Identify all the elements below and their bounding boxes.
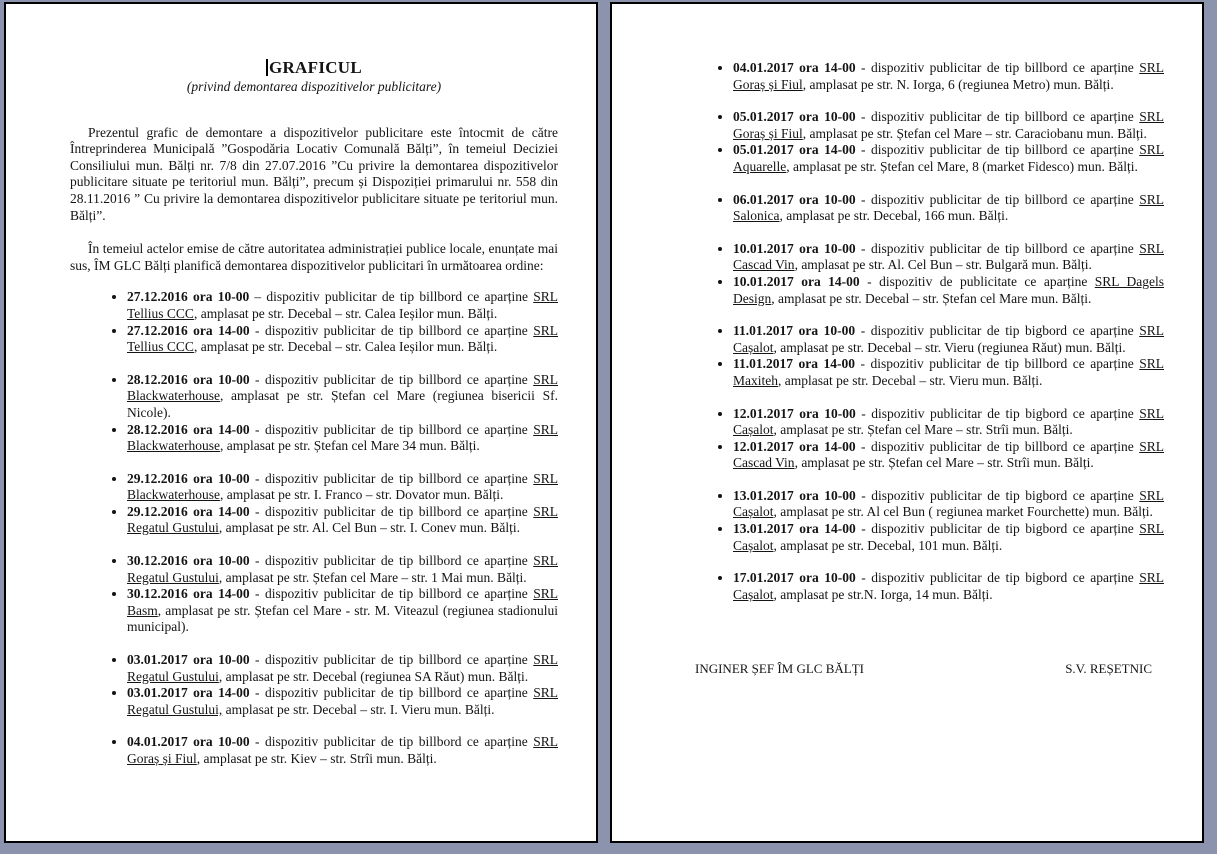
item-datetime: 29.12.2016 ora 10-00 [127, 470, 250, 486]
bullet-group [70, 289, 558, 355]
footer-signature-title: INGINER ȘEF ÎM GLC BĂLȚI [695, 661, 864, 677]
item-datetime: 27.12.2016 ora 14-00 [127, 322, 250, 338]
list-item: • 13.01.2017 ora 14-00 - dispozitiv publicitar de tip bigbord ce aparține SRL Cașalot, amplasat pe str. Decebal, 101 mun. Bălți. [733, 521, 1164, 554]
company-name: SRL Goraș și Fiul [127, 734, 558, 766]
bullet-group [676, 109, 1164, 175]
bullet-group [70, 734, 558, 767]
bullet-group [676, 570, 1164, 603]
signature-line [676, 661, 1164, 678]
item-datetime: 12.01.2017 ora 14-00 [733, 438, 856, 454]
item-datetime: 27.12.2016 ora 10-00 [127, 289, 250, 305]
list-item: • 27.12.2016 ora 10-00 – dispozitiv publicitar de tip billbord ce aparține SRL Tellius CCC, amplasat pe str. Decebal – str. Calea Ieșilor mun. Bălți. [127, 289, 558, 322]
bullet-group [70, 471, 558, 537]
list-item: • 13.01.2017 ora 10-00 - dispozitiv publicitar de tip bigbord ce aparține SRL Cașalot, amplasat pe str. Al cel Bun ( regiunea market Fourchette) mun. Bălți. [733, 488, 1164, 521]
item-datetime: 30.12.2016 ora 10-00 [127, 553, 250, 569]
company-name: SRL Tellius CCC [127, 322, 558, 355]
list-item: • 27.12.2016 ora 14-00 - dispozitiv publicitar de tip billbord ce aparține SRL Tellius CCC, amplasat pe str. Decebal – str. Calea Ieșilor mun. Bălți. [127, 323, 558, 356]
item-datetime: 17.01.2017 ora 10-00 [733, 570, 856, 586]
company-name: SRL Regatul Gustului, [127, 685, 558, 717]
item-datetime: 05.01.2017 ora 14-00 [733, 142, 856, 158]
item-datetime: 13.01.2017 ora 14-00 [733, 521, 856, 537]
list-item: • 10.01.2017 ora 14-00 - dispozitiv de publicitate ce aparține SRL Dagels Design, amplasat pe str. Decebal – str. Ștefan cel Mare mun. Bălți. [733, 274, 1164, 307]
bullet-group [676, 192, 1164, 225]
list-item: • 06.01.2017 ora 10-00 - dispozitiv publicitar de tip billbord ce aparține SRL Salonica, amplasat pe str. Decebal, 166 mun. Bălți. [733, 192, 1164, 225]
item-datetime: 12.01.2017 ora 10-00 [733, 405, 856, 421]
item-datetime: 06.01.2017 ora 10-00 [733, 191, 856, 207]
company-name: SRL Goraș și Fiul [733, 109, 1164, 141]
page-2-content [612, 4, 1202, 841]
company-name: SRL Maxiteh [733, 356, 1164, 388]
list-item: • 28.12.2016 ora 10-00 - dispozitiv publicitar de tip billbord ce aparține SRL Blackwaterhouse, amplasat pe str. Ștefan cel Mare (regiunea bisericii Sf. Nicole). [127, 372, 558, 422]
item-datetime: 29.12.2016 ora 14-00 [127, 503, 250, 519]
company-name: SRL Blackwaterhouse [127, 421, 558, 454]
bullet-group [70, 652, 558, 718]
company-name: SRL Cascad Vin [733, 240, 1164, 273]
company-name: SRL Regatul Gustului [127, 553, 558, 585]
item-datetime: 28.12.2016 ora 10-00 [127, 371, 250, 387]
paragraph-intro-1: Prezentul grafic de demontare a dispozitivelor publicitare este întocmit de către Întreprinderea Municipală ”Gospodăria Locativ Comunală Bălți”, în temeiul Deciziei Consiliului mun. Bălți nr. 7/8 din 27.07.2016 ”Cu privire la demontarea dispozitivelor publicitare situate pe teritoriul mun. Bălți”, precum și Dispoziției primarului nr. 558 din 28.11.2016 ” Cu privire la demontarea dispozitivelor publicitare situate pe teritoriul mun. Bălți”. [70, 124, 558, 223]
item-datetime: 05.01.2017 ora 10-00 [733, 109, 856, 125]
bullet-group [70, 553, 558, 636]
list-item: • 11.01.2017 ora 14-00 - dispozitiv publicitar de tip billbord ce aparține SRL Maxiteh, amplasat pe str. Decebal – str. Vieru mun. Bălți. [733, 356, 1164, 389]
list-item: • 05.01.2017 ora 14-00 - dispozitiv publicitar de tip billbord ce aparține SRL Aquarelle, amplasat pe str. Ștefan cel Mare, 8 (market Fidesco) mun. Bălți. [733, 142, 1164, 175]
list-item: • 17.01.2017 ora 10-00 - dispozitiv publicitar de tip bigbord ce aparține SRL Cașalot, amplasat pe str.N. Iorga, 14 mun. Bălți. [733, 570, 1164, 603]
list-item: • 28.12.2016 ora 14-00 - dispozitiv publicitar de tip billbord ce aparține SRL Blackwaterhouse, amplasat pe str. Ștefan cel Mare 34 mun. Bălți. [127, 422, 558, 455]
item-datetime: 03.01.2017 ora 14-00 [127, 685, 250, 701]
paragraph-intro-2: În temeiul actelor emise de către autoritatea administrației publice locale, enunțate mai sus, ÎM GLC Bălți planifică demontarea dispozitivelor publicitari în următoarea ordine: [70, 241, 558, 273]
company-name: SRL Regatul Gustului [127, 652, 558, 684]
item-datetime: 10.01.2017 ora 10-00 [733, 240, 856, 256]
company-name: SRL Goraș și Fiul [733, 60, 1164, 92]
bullet-group [676, 406, 1164, 472]
list-item: • 11.01.2017 ora 10-00 - dispozitiv publicitar de tip bigbord ce aparține SRL Cașalot, amplasat pe str. Decebal – str. Vieru (regiunea Răut) mun. Bălți. [733, 323, 1164, 356]
item-datetime: 04.01.2017 ora 10-00 [127, 734, 250, 750]
page-1-content [6, 4, 596, 841]
company-name: SRL Cașalot [733, 570, 1164, 602]
item-datetime: 11.01.2017 ora 10-00 [733, 323, 856, 339]
footer-signature-name: S.V. REȘETNIC [1065, 661, 1152, 677]
item-datetime: 28.12.2016 ora 14-00 [127, 421, 250, 437]
document-page-2[interactable] [610, 2, 1204, 843]
list-item: • 29.12.2016 ora 14-00 - dispozitiv publicitar de tip billbord ce aparține SRL Regatul Gustului, amplasat pe str. Al. Cel Bun – str. I. Conev mun. Bălți. [127, 504, 558, 537]
text-cursor [266, 59, 268, 76]
demolition-schedule-list-page2 [676, 60, 1164, 603]
list-item: • 29.12.2016 ora 10-00 - dispozitiv publicitar de tip billbord ce aparține SRL Blackwaterhouse, amplasat pe str. I. Franco – str. Dovator mun. Bălți. [127, 471, 558, 504]
company-name: SRL Salonica [733, 191, 1164, 224]
list-item: • 12.01.2017 ora 14-00 - dispozitiv publicitar de tip billbord ce aparține SRL Cascad Vin, amplasat pe str. Ștefan cel Mare – str. Strîi mun. Bălți. [733, 439, 1164, 472]
list-item: • 03.01.2017 ora 10-00 - dispozitiv publicitar de tip billbord ce aparține SRL Regatul Gustului, amplasat pe str. Decebal (regiunea SA Răut) mun. Bălți. [127, 652, 558, 685]
list-item: • 03.01.2017 ora 14-00 - dispozitiv publicitar de tip billbord ce aparține SRL Regatul Gustului, amplasat pe str. Decebal – str. I. Vieru mun. Bălți. [127, 685, 558, 718]
document-title-text: GRAFICUL [268, 58, 363, 77]
item-datetime: 30.12.2016 ora 14-00 [127, 586, 250, 602]
company-name: SRL Cașalot [733, 521, 1164, 553]
bullet-group [70, 372, 558, 455]
list-item: • 04.01.2017 ora 14-00 - dispozitiv publicitar de tip billbord ce aparține SRL Goraș și Fiul, amplasat pe str. N. Iorga, 6 (regiunea Metro) mun. Bălți. [733, 60, 1164, 93]
document-title [70, 58, 558, 78]
list-item: • 30.12.2016 ora 10-00 - dispozitiv publicitar de tip billbord ce aparține SRL Regatul Gustului, amplasat pe str. Ștefan cel Mare – str. 1 Mai mun. Bălți. [127, 553, 558, 586]
list-item: • 10.01.2017 ora 10-00 - dispozitiv publicitar de tip billbord ce aparține SRL Cascad Vin, amplasat pe str. Al. Cel Bun – str. Bulgară mun. Bălți. [733, 241, 1164, 274]
list-item: • 12.01.2017 ora 10-00 - dispozitiv publicitar de tip bigbord ce aparține SRL Cașalot, amplasat pe str. Ștefan cel Mare – str. Strîi mun. Bălți. [733, 406, 1164, 439]
document-subtitle: (privind demontarea dispozitivelor publicitare) [186, 79, 442, 94]
company-name: SRL Blackwaterhouse [127, 371, 558, 404]
list-item: • 30.12.2016 ora 14-00 - dispozitiv publicitar de tip billbord ce aparține SRL Basm, amplasat pe str. Ștefan cel Mare - str. M. Viteazul (regiunea stadionului municipal). [127, 586, 558, 636]
company-name: SRL Cașalot [733, 405, 1164, 438]
company-name: SRL Aquarelle [733, 142, 1164, 174]
company-name: SRL Cașalot [733, 323, 1164, 355]
company-name: SRL Tellius CCC [127, 289, 558, 321]
company-name: SRL Cascad Vin [733, 438, 1164, 471]
item-datetime: 13.01.2017 ora 10-00 [733, 487, 856, 503]
bullet-group [676, 241, 1164, 307]
company-name: SRL Cașalot [733, 487, 1164, 520]
bullet-group [676, 488, 1164, 554]
company-name: SRL Dagels Design [733, 273, 1164, 306]
item-datetime: 04.01.2017 ora 14-00 [733, 60, 856, 75]
bullet-group [676, 60, 1164, 93]
bullet-group [676, 323, 1164, 389]
item-datetime: 03.01.2017 ora 10-00 [127, 652, 250, 668]
company-name: SRL Blackwaterhouse [127, 470, 558, 503]
list-item: • 05.01.2017 ora 10-00 - dispozitiv publicitar de tip billbord ce aparține SRL Goraș și Fiul, amplasat pe str. Ștefan cel Mare – str. Caraciobanu mun. Bălți. [733, 109, 1164, 142]
company-name: SRL Regatul Gustului [127, 503, 558, 536]
document-page-1[interactable] [4, 2, 598, 843]
company-name: SRL Basm [127, 586, 558, 618]
item-datetime: 11.01.2017 ora 14-00 [733, 356, 856, 372]
list-item: • 04.01.2017 ora 10-00 - dispozitiv publicitar de tip billbord ce aparține SRL Goraș și Fiul, amplasat pe str. Kiev – str. Strîi mun. Bălți. [127, 734, 558, 767]
item-datetime: 10.01.2017 ora 14-00 [733, 273, 860, 289]
demolition-schedule-list-page1 [70, 289, 558, 767]
